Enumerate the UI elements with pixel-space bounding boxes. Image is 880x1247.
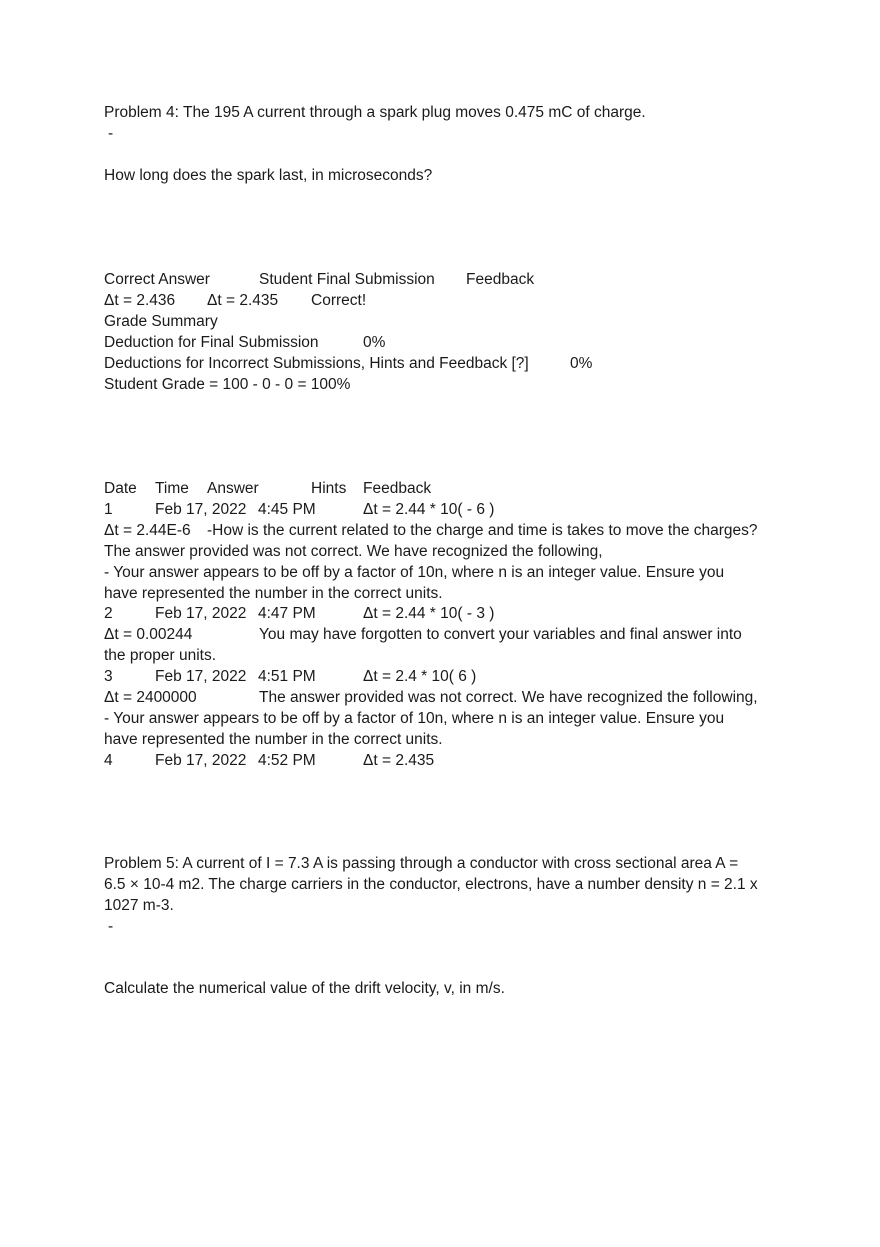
problem4-question: How long does the spark last, in microseconds? (104, 167, 433, 184)
history-entry-1-time: 4:45 PM (258, 501, 316, 518)
history-entry-1-hint: -How is the current related to the charge and time is takes to move the charges? (207, 522, 758, 539)
history-entry-3-date: Feb 17, 2022 (155, 668, 247, 685)
problem4-dash: - (108, 125, 114, 142)
history-entry-1-feedback-line: - Your answer appears to be off by a factor of 10n, where n is an integer value. Ensure you (104, 564, 725, 581)
history-entry-2-value: Δt = 0.00244 (104, 626, 193, 643)
history-entry-2-feedback-line: the proper units. (104, 647, 217, 664)
deduction-incorrect-value: 0% (570, 355, 593, 372)
history-header-hints: Hints (311, 480, 347, 497)
student-grade: Student Grade = 100 - 0 - 0 = 100% (104, 376, 351, 393)
history-entry-3-value: Δt = 2400000 (104, 689, 197, 706)
history-entry-1-num: 1 (104, 501, 113, 518)
problem5-dash: - (108, 918, 114, 935)
history-entry-4-time: 4:52 PM (258, 752, 316, 769)
history-entry-4-date: Feb 17, 2022 (155, 752, 247, 769)
history-entry-3-answer: Δt = 2.4 * 10( 6 ) (363, 668, 477, 685)
header-student-final-submission: Student Final Submission (259, 271, 435, 288)
history-entry-1-answer: Δt = 2.44 * 10( - 6 ) (363, 501, 495, 518)
history-entry-1-feedback-line: have represented the number in the correct units. (104, 585, 443, 602)
deduction-final-label: Deduction for Final Submission (104, 334, 319, 351)
history-header-time: Time (155, 480, 189, 497)
problem5-statement-line: Problem 5: A current of I = 7.3 A is passing through a conductor with cross sectional area A = (104, 855, 739, 872)
correct-answer-value: Δt = 2.436 (104, 292, 176, 309)
history-entry-2-date: Feb 17, 2022 (155, 605, 247, 622)
history-entry-3-feedback-line: have represented the number in the correct units. (104, 731, 443, 748)
problem5-statement-line: 1027 m-3. (104, 897, 174, 914)
history-header-answer: Answer (207, 480, 259, 497)
feedback-value: Correct! (311, 292, 367, 309)
grade-summary-title: Grade Summary (104, 313, 218, 330)
history-entry-2-time: 4:47 PM (258, 605, 316, 622)
history-entry-3-feedback-line: - Your answer appears to be off by a factor of 10n, where n is an integer value. Ensure you (104, 710, 725, 727)
history-header-feedback: Feedback (363, 480, 432, 497)
deduction-incorrect-label: Deductions for Incorrect Submissions, Hints and Feedback [?] (104, 355, 529, 372)
history-entry-4-num: 4 (104, 752, 113, 769)
header-feedback: Feedback (466, 271, 535, 288)
problem4-statement: Problem 4: The 195 A current through a spark plug moves 0.475 mC of charge. (104, 104, 646, 121)
header-correct-answer: Correct Answer (104, 271, 210, 288)
history-entry-2-feedback-line: You may have forgotten to convert your variables and final answer into (259, 626, 742, 643)
deduction-final-value: 0% (363, 334, 386, 351)
problem5-statement-line: 6.5 × 10-4 m2. The charge carriers in the conductor, electrons, have a number density n = 2.1 x (104, 876, 758, 893)
history-entry-2-answer: Δt = 2.44 * 10( - 3 ) (363, 605, 495, 622)
history-entry-3-num: 3 (104, 668, 113, 685)
history-entry-4-answer: Δt = 2.435 (363, 752, 435, 769)
history-entry-1-value: Δt = 2.44E-6 (104, 522, 191, 539)
submitted-answer-value: Δt = 2.435 (207, 292, 279, 309)
history-entry-3-feedback-line: The answer provided was not correct. We have recognized the following, (259, 689, 758, 706)
history-entry-3-time: 4:51 PM (258, 668, 316, 685)
history-entry-1-date: Feb 17, 2022 (155, 501, 247, 518)
history-entry-2-num: 2 (104, 605, 113, 622)
history-entry-1-feedback-line: The answer provided was not correct. We have recognized the following, (104, 543, 603, 560)
problem5-question: Calculate the numerical value of the drift velocity, v, in m/s. (104, 980, 505, 997)
history-header-date: Date (104, 480, 137, 497)
